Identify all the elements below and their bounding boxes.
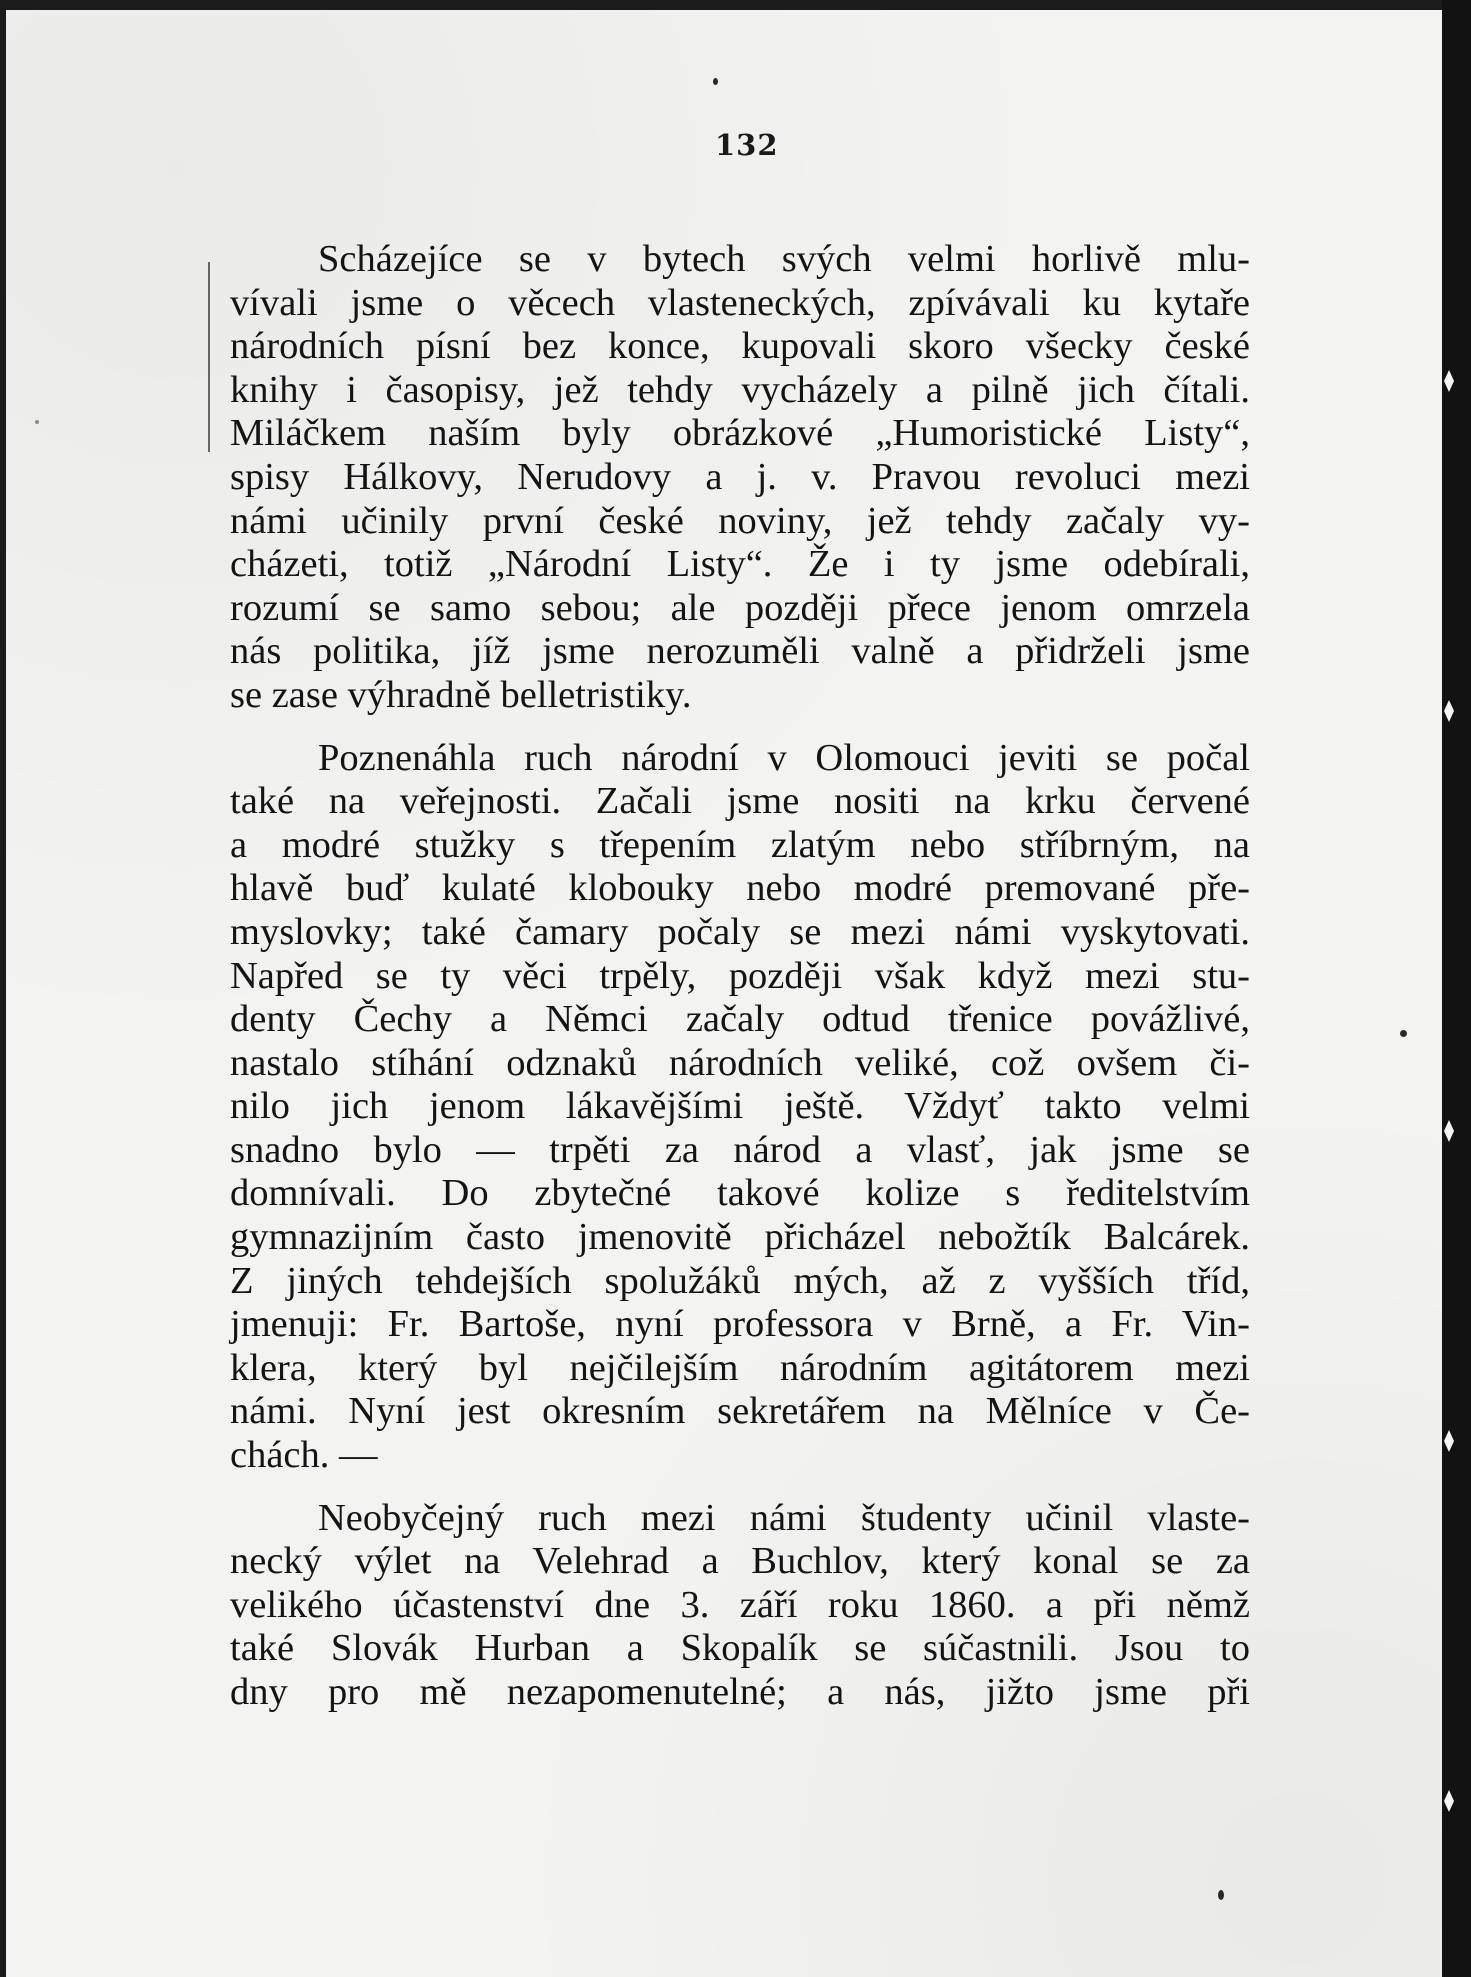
text-line: klera, který byl nejčilejším národním agitátorem mezi [230,1346,1250,1389]
text-line: námi. Nyní jest okresním sekretářem na Mělníce v Če- [230,1390,1250,1433]
text-line: snadno bylo — trpěti za národ a vlasť, jak jsme se [230,1128,1250,1171]
text-line: nilo jich jenom lákavějšími ještě. Vždyť takto velmi [230,1085,1250,1128]
paragraph [230,238,1250,718]
text-line: jmenuji: Fr. Bartoše, nyní professora v Brně, a Fr. Vin- [230,1303,1250,1346]
binding-edge [1442,0,1471,1977]
text-line: Poznenáhla ruch národní v Olomouci jeviti se počal [318,736,1250,779]
text-line: domnívali. Do zbytečné takové kolize s ředitelstvím [230,1172,1250,1215]
text-line: myslovky; také čamary počaly se mezi námi vyskytovati. [230,910,1250,953]
text-line: nastalo stíhání odznaků národních veliké, což ovšem či- [230,1041,1250,1084]
text-line: cházeti, totiž „Národní Listy“. Že i ty jsme odebírali, [230,543,1250,586]
ink-speck [1218,1890,1224,1900]
text-line: Scházejíce se v bytech svých velmi horlivě mlu- [318,238,1250,280]
ink-speck [1400,1030,1407,1037]
text-line: chách. — [230,1434,378,1477]
text-line: spisy Hálkovy, Nerudovy a j. v. Pravou revoluci mezi [230,455,1250,498]
text-line: námi učinily první české noviny, jež tehdy začaly vy- [230,499,1250,542]
text-line: Z jiných tehdejších spolužáků mých, až z vyšších tříd, [230,1259,1250,1302]
text-line: a modré stužky s třepením zlatým nebo stříbrným, na [230,823,1250,866]
text-line: denty Čechy a Němci začaly odtud třenice povážlivé, [230,998,1250,1041]
ink-speck [35,420,39,424]
margin-rule [208,262,210,452]
text-line: vívali jsme o věcech vlasteneckých, zpívávali ku kytaře [230,281,1250,324]
text-line: necký výlet na Velehrad a Buchlov, který konal se za [230,1540,1250,1583]
text-line: rozumí se samo sebou; ale později přece jenom omrzela [230,586,1250,629]
ink-speck [713,78,718,85]
text-line: národních písní bez konce, kupovali skoro všecky české [230,325,1250,368]
text-line: knihy i časopisy, jež tehdy vycházely a pilně jich čítali. [230,368,1250,411]
text-line: dny pro mě nezapomenutelné; a nás, jižto jsme při [230,1671,1250,1713]
body-text [230,238,1250,1734]
text-line: Miláčkem naším byly obrázkové „Humoristické Listy“, [230,412,1250,455]
page-number: 132 [715,128,779,162]
text-line: velikého účastenství dne 3. září roku 1860. a při němž [230,1583,1250,1626]
text-line: také na veřejnosti. Začali jsme nositi na krku červené [230,780,1250,823]
paragraph [230,737,1250,1478]
text-line: nás politika, jíž jsme nerozuměli valně a přidrželi jsme [230,630,1250,673]
text-line: hlavě buď kulaté klobouky nebo modré premované pře- [230,867,1250,910]
text-line: Neobyčejný ruch mezi námi študenty učinil vlaste- [318,1496,1250,1539]
paragraph [230,1497,1250,1715]
text-line: také Slovák Hurban a Skopalík se súčastnili. Jsou to [230,1627,1250,1670]
text-line: se zase výhradně belletristiky. [230,673,692,716]
text-line: Napřed se ty věci trpěly, později však když mezi stu- [230,954,1250,997]
text-line: gymnazijním často jmenovitě přicházel nebožtík Balcárek. [230,1216,1250,1259]
